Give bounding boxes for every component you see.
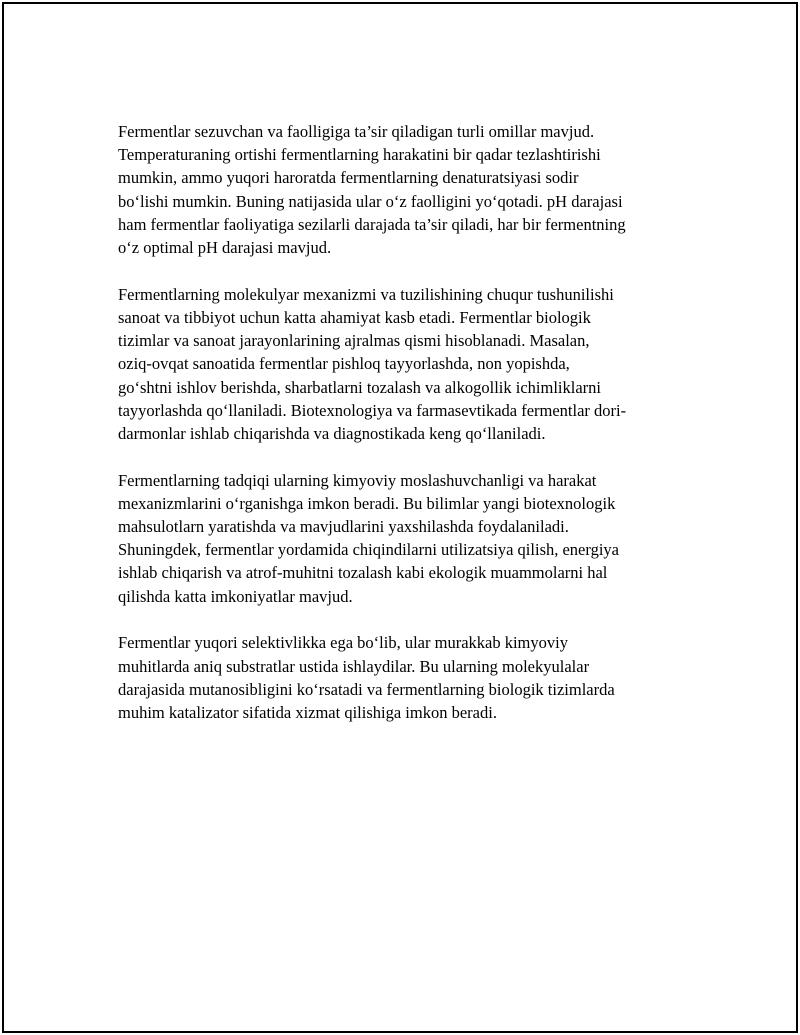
document-body bbox=[118, 120, 688, 748]
paragraph-4: Fermentlar yuqori selektivlikka ega bo‘lib, ular murakkab kimyoviy muhitlarda aniq substratlar ustida ishlaydilar. Bu ularning molekyulalar darajasida mutanosibligini ko‘rsatadi va fermentlarning biologik tizimlarda muhim katalizator sifatida xizmat qilishiga imkon beradi. bbox=[118, 633, 615, 722]
paragraph-3: Fermentlarning tadqiqi ularning kimyoviy moslashuvchanligi va harakat mexanizmlarini o‘rganishga imkon beradi. Bu bilimlar yangi biotexnologik mahsulotlarn yaratishda va mavjudlarini yaxshilashda foydalaniladi. Shuningdek, fermentlar yordamida chiqindilarni utilizatsiya qilish, energiya ishlab chiqarish va atrof-muhitni tozalash kabi ekologik muammolarni hal qilishda katta imkoniyatlar mavjud. bbox=[118, 470, 619, 606]
paragraph-1: Fermentlar sezuvchan va faolligiga ta’sir qiladigan turli omillar mavjud. Temperaturaning ortishi fermentlarning harakatini bir qadar tezlashtirishi mumkin, ammo yuqori haroratda fermentlarning denaturatsiyasi sodir bo‘lishi mumkin. Buning natijasida ular o‘z faolligini yo‘qotadi. pH darajasi ham fermentlar faoliyatiga sezilarli darajada ta’sir qiladi, har bir fermentning o‘z optimal pH darajasi mavjud. bbox=[118, 122, 626, 258]
paragraph-2: Fermentlarning molekulyar mexanizmi va tuzilishining chuqur tushunilishi sanoat va tibbiyot uchun katta ahamiyat kasb etadi. Fermentlar biologik tizimlar va sanoat jarayonlarining ajralmas qismi hisoblanadi. Masalan, oziq-ovqat sanoatida fermentlar pishloq tayyorlashda, non yopishda, go‘shtni ishlov berishda, sharbatlarni tozalash va alkogollik ichimliklarni tayyorlashda qo‘llaniladi. Biotexnologiya va farmasevtikada fermentlar dori- darmonlar ishlab chiqarishda va diagnostikada keng qo‘llaniladi. bbox=[118, 284, 627, 443]
